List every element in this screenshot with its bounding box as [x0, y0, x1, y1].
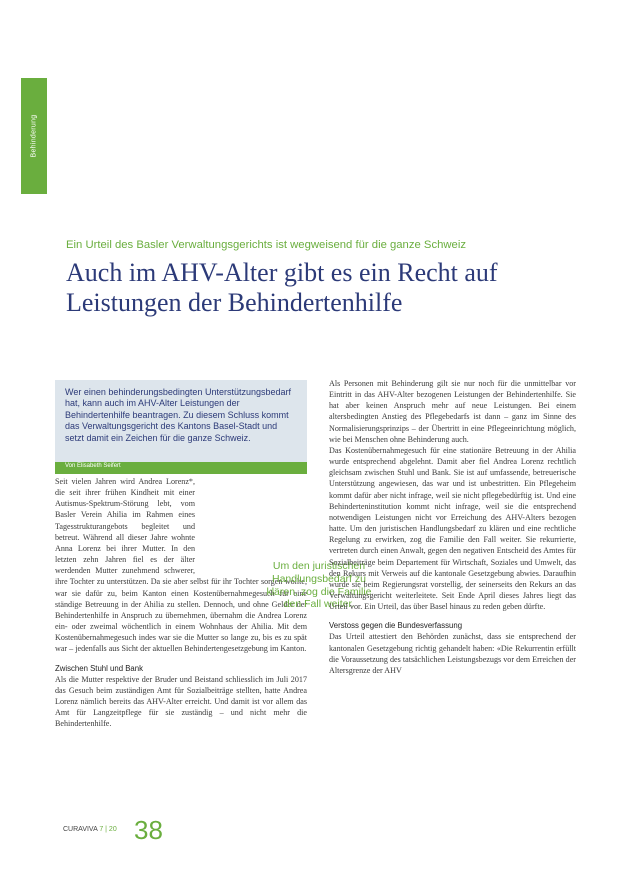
subhead-stuhl-bank: Zwischen Stuhl und Bank [55, 663, 143, 673]
right-paragraph-3: Das Urteil attestiert den Behörden zunächst, dass sie entsprechend der kantonalen Gesetzgebung richtig gehandelt haben: «Die Rekurrentin erfüllt die Voraussetzung des tatsächlichen Leistungsbezugs vor dem Erreichen der Altersgrenze der AHV [329, 632, 576, 675]
pull-quote: Um den juristischen Handlungsbedarf zu klären, zog die Familie den Fall weiter. [266, 560, 372, 611]
page-number: 38 [134, 815, 163, 845]
article-kicker: Ein Urteil des Basler Verwaltungsgerichts ist wegweisend für die ganze Schweiz [66, 239, 466, 251]
section-tab [21, 78, 47, 194]
right-paragraph-2-text [329, 445, 576, 612]
magazine-name: CURAVIVA [63, 826, 98, 833]
right-column [329, 378, 576, 676]
right-paragraph-2-body: Das Kostenübernahmegesuch für eine stationäre Betreuung in der Ahilia wurde entsprechend abgelehnt. Damit aber fiel Andrea Lorenz rechtlich gleichsam zwischen Stuhl und Bank. Sie ist auf umfassende, betreuerische Unterstützung angewiesen, das war und ist unbestritten. Ein Pflegeheim kommt dafür aber nicht infrage, weil sie nicht pflegebedürftig ist. Und eine Behinderteninstitution kommt nicht infrage, weil sie die entsprechend notwendigen Leistungen nicht vor Erreichung des AHV-Alters bezogen hatte. Um den juristischen Handlungsbedarf zu klären und eine rechtliche Regelung zu erwirken, zog die Familie den Fall weiter. Sie rekurrierte, vertreten durch einen Anwalt, gegen den negativen Entscheid des Amtes für Sozialbeiträge beim Departement für Wirtschaft, Soziales und Umwelt, das den Rekurs mit Verweis auf die kantonale Gesetzgebung abwies. Daraufhin wurde sie beim Regierungsrat vorstellig, der seinerseits den Rekurs an das Verwaltungsgericht weiterleitete. Seit Ende April dieses Jahres liegt das Urteil vor. Ein Urteil, das über Basel hinaus zu reden geben dürfte. [329, 445, 576, 612]
left-paragraph-1: Seit vielen Jahren wird Andrea Lorenz*, die seit ihrer frühen Kindheit mit einer Autismus-Spektrum-Störung lebt, vom Basler Verein Ahilia im Rahmen eines Tagesstrukturangebots begleitet und betreut. Während all dieser Jahre wohnte Anna Lorenz bei ihrer Mutter. In den letzten zehn Jahren fiel es der älter werdenden Mutter zunehmend schwerer, ihre Tochter zu unterstützen. Da sie aber selbst für ihr Tochter sorgen wollte, war sie dafür zu, beim Kanton einen Kostenübernahmegesuch für eine ständige Betreuung in der Ahilia zu stellen. Dennoch, und ohne Gelder der Behindertenhilfe in Anspruch zu übernehmen, übernahm die Andrea Lorenz ein- oder zweimal wöchentlich in einem Wohnhaus der Ahilia. Mit dem Kostenübernahmegesuch indes war sie die Mutter so lange zu, bis es zu spät war – jedenfalls aus Sicht der aktuellen Behindertengesetzgebung im Kanton. [55, 477, 307, 654]
subhead-bundesverfassung: Verstoss gegen die Bundesverfassung [329, 621, 463, 631]
lead-text: Wer einen behinderungsbedingten Unterstützungsbedarf hat, kann auch im AHV-Alter Leistungen der Behindertenhilfe beantragen. Zu diesem Schluss kommt das Verwaltungsgericht des Kantons Basel-Stadt und setzt damit ein Zeichen für die ganze Schweiz. [65, 387, 291, 443]
section-tab-label: Behinderung [30, 114, 38, 158]
article-title: Auch im AHV-Alter gibt es ein Recht auf Leistungen der Behindertenhilfe [66, 258, 498, 317]
footer-magazine [63, 826, 117, 833]
issue-number: 7 | 20 [99, 826, 117, 833]
right-paragraph-1: Als Personen mit Behinderung gilt sie nur noch für die unmittelbar vor Eintritt in das AHV-Alter bezogenen Leistungen der Behindertenhilfe. Sie hat aber keinen Anspruch mehr auf neue Leistungen. Bei einem altersbedingten Anstieg des Pflegebedarfs ist dann – ganz im Sinne des Normalisierungsprinzips – der Übertritt in eine Pflegeeinrichtung möglich, wie bei Menschen ohne Behinderung auch. [329, 379, 576, 444]
pullquote-space-left [195, 476, 307, 572]
left-paragraph-2: Als die Mutter respektive der Bruder und Beistand schliesslich im Juli 2017 das Gesuch beim zuständigen Amt für Sozialbeiträge stellten, hatte Andrea Lorenz nämlich bereits das AHV-Alter erreicht. Und damit ist vor allem das Amt für Langzeitpflege für sie zuständig – und nicht mehr die Behindertenhilfe. [55, 674, 307, 729]
lead-box [55, 380, 307, 462]
author-byline: Von Elisabeth Seifert [55, 462, 307, 474]
